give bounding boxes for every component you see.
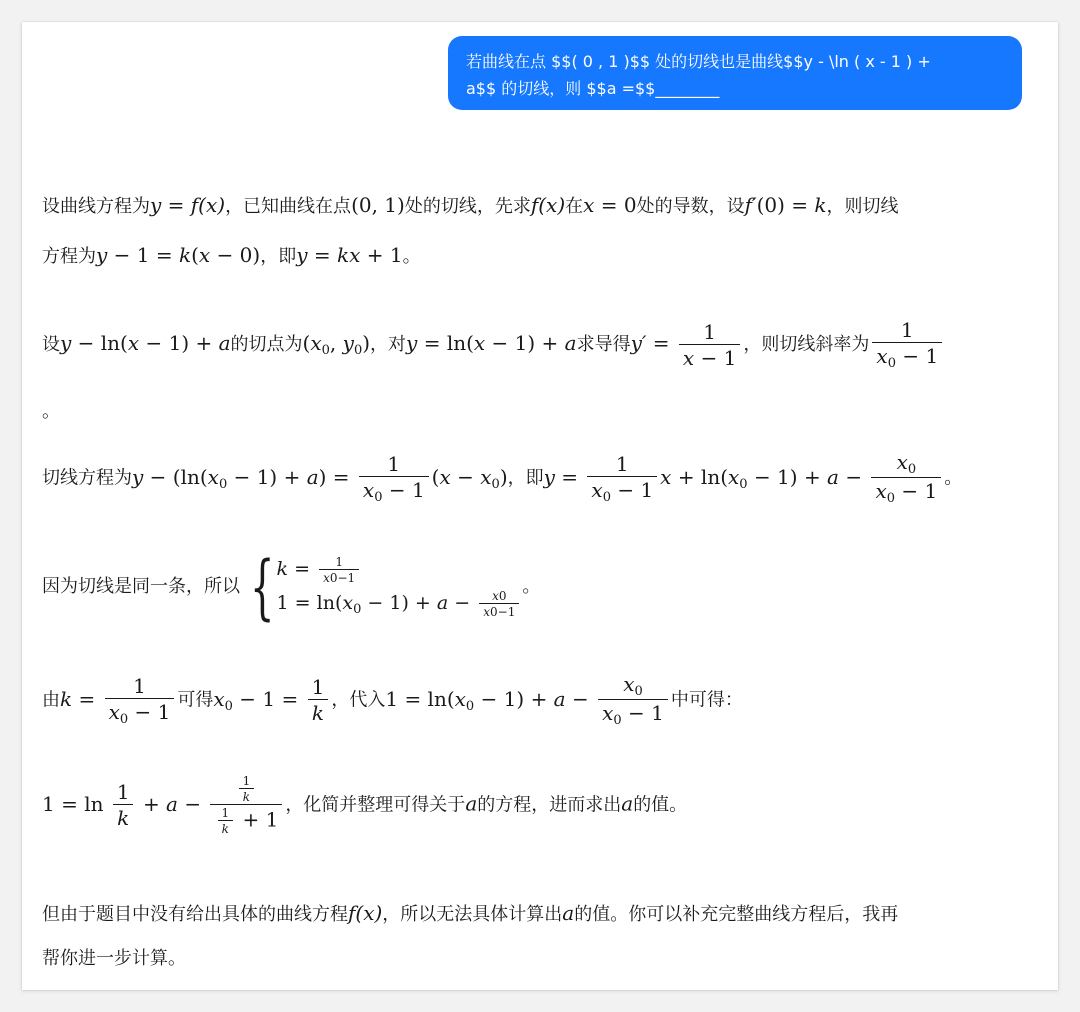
math-expression: f(x) bbox=[348, 901, 383, 925]
math-system: { k = $\frac{1}{x0-1}$ $1 = \ln(x_0 - 1) + a$ − $\frac{x0}{x0-1}$ bbox=[240, 552, 522, 622]
user-message-line-1: 若曲线在点 $$( 0 , 1 )$$ 处的切线也是曲线$$y - \ln ( x - 1 ) + bbox=[466, 52, 931, 71]
math-expression: y = f(x) bbox=[150, 193, 226, 217]
math-expression: ($x_0$, $y_0$) bbox=[302, 331, 371, 358]
chat-panel bbox=[22, 22, 1058, 990]
math-expression: a bbox=[562, 901, 575, 925]
answer-paragraph-2-cont: 。 bbox=[42, 401, 60, 422]
math-expression: y = ln(x − 1) + a bbox=[406, 331, 577, 355]
math-expression: y − ln(x − 1) + a bbox=[60, 331, 231, 355]
answer-paragraph-7-cont: 帮你进一步计算。 bbox=[42, 948, 186, 969]
user-message-line-2: a$$ 的切线，则 $$a =$$________ bbox=[466, 79, 720, 98]
user-message-bubble bbox=[448, 36, 1022, 110]
math-expression: $y - (\ln(x_0 - 1) + a)$ = $\frac{1}{x_0 - 1}$ $(x - x_0)$ bbox=[132, 451, 508, 505]
math-expression: y = $\frac{1}{x_0 - 1}$ $x + \ln(x_0 - 1) + a$ − $\frac{x_0}{x_0 - 1}$ bbox=[544, 465, 945, 489]
math-expression: $1 = \ln(x_0 - 1) + a$ − $\frac{x_0}{x_0 - 1}$ bbox=[385, 687, 671, 711]
math-expression: y = kx + 1 bbox=[296, 243, 403, 267]
math-expression: f′(0) = k bbox=[744, 193, 827, 217]
math-expression: x = 0 bbox=[583, 193, 637, 217]
answer-paragraph-6: 1 = ln $\frac{1}{k}$ + a − $\frac{1}{k}$ $\frac{1}{k}$ + 1 ，化简并整理可得关于a的方程，进而求出a的值。 bbox=[42, 774, 688, 836]
math-expression: a bbox=[621, 791, 634, 816]
math-expression: (0, 1) bbox=[351, 193, 405, 217]
answer-paragraph-1: 设曲线方程为y = f(x)，已知曲线在点(0, 1)处的切线，先求f(x)在x = 0处的导数，设f′(0) = k，则切线 bbox=[42, 193, 899, 217]
answer-paragraph-1-cont: 方程为y − 1 = k(x − 0)，即y = kx + 1。 bbox=[42, 243, 421, 267]
math-expression: $x_0 - 1$ = $\frac{1}{k}$ bbox=[213, 687, 331, 711]
math-expression: y − 1 = k(x − 0) bbox=[96, 243, 261, 267]
math-expression: k = $\frac{1}{x_0 - 1}$ bbox=[60, 687, 177, 711]
math-expression: f(x) bbox=[530, 193, 566, 217]
math-expression: y′ = $\frac{1}{x - 1}$ bbox=[631, 331, 744, 355]
answer-paragraph-7: 但由于题目中没有给出具体的曲线方程f(x)，所以无法具体计算出a的值。你可以补充完整曲线方程后，我再 bbox=[42, 901, 899, 925]
math-expression: $\frac{1}{x_0 - 1}$ bbox=[869, 331, 945, 355]
answer-paragraph-4: 因为切线是同一条，所以 { k = $\frac{1}{x0-1}$ $1 = \ln(x_0 - 1) + a$ − $\frac{x0}{x0-1}$ 。 bbox=[42, 546, 541, 628]
answer-paragraph-3: 切线方程为$y - (\ln(x_0 - 1) + a)$ = $\frac{1}{x_0 - 1}$ $(x - x_0)$，即y = $\frac{1}{x_0 - 1}$ $x + \ln(x_0 - 1) + a$ − $\frac{x_0}{x_0 - 1}$ 。 bbox=[42, 450, 963, 506]
answer-paragraph-2: 设y − ln(x − 1) + a的切点为($x_0$, $y_0$)，对y = ln(x − 1) + a求导得y′ = $\frac{1}{x - 1}$ ，则切线斜率为 $\frac{1}{x_0 - 1}$ bbox=[42, 318, 945, 371]
math-expression: 1 = ln $\frac{1}{k}$ + a − $\frac{1}{k}$ $\frac{1}{k}$ + 1 bbox=[42, 792, 285, 816]
answer-paragraph-5: 由k = $\frac{1}{x_0 - 1}$ 可得$x_0 - 1$ = $\frac{1}{k}$ ，代入$1 = \ln(x_0 - 1) + a$ − $\frac{x_0}{x_0 - 1}$ 中可得： bbox=[42, 672, 743, 728]
math-expression: a bbox=[465, 791, 478, 816]
